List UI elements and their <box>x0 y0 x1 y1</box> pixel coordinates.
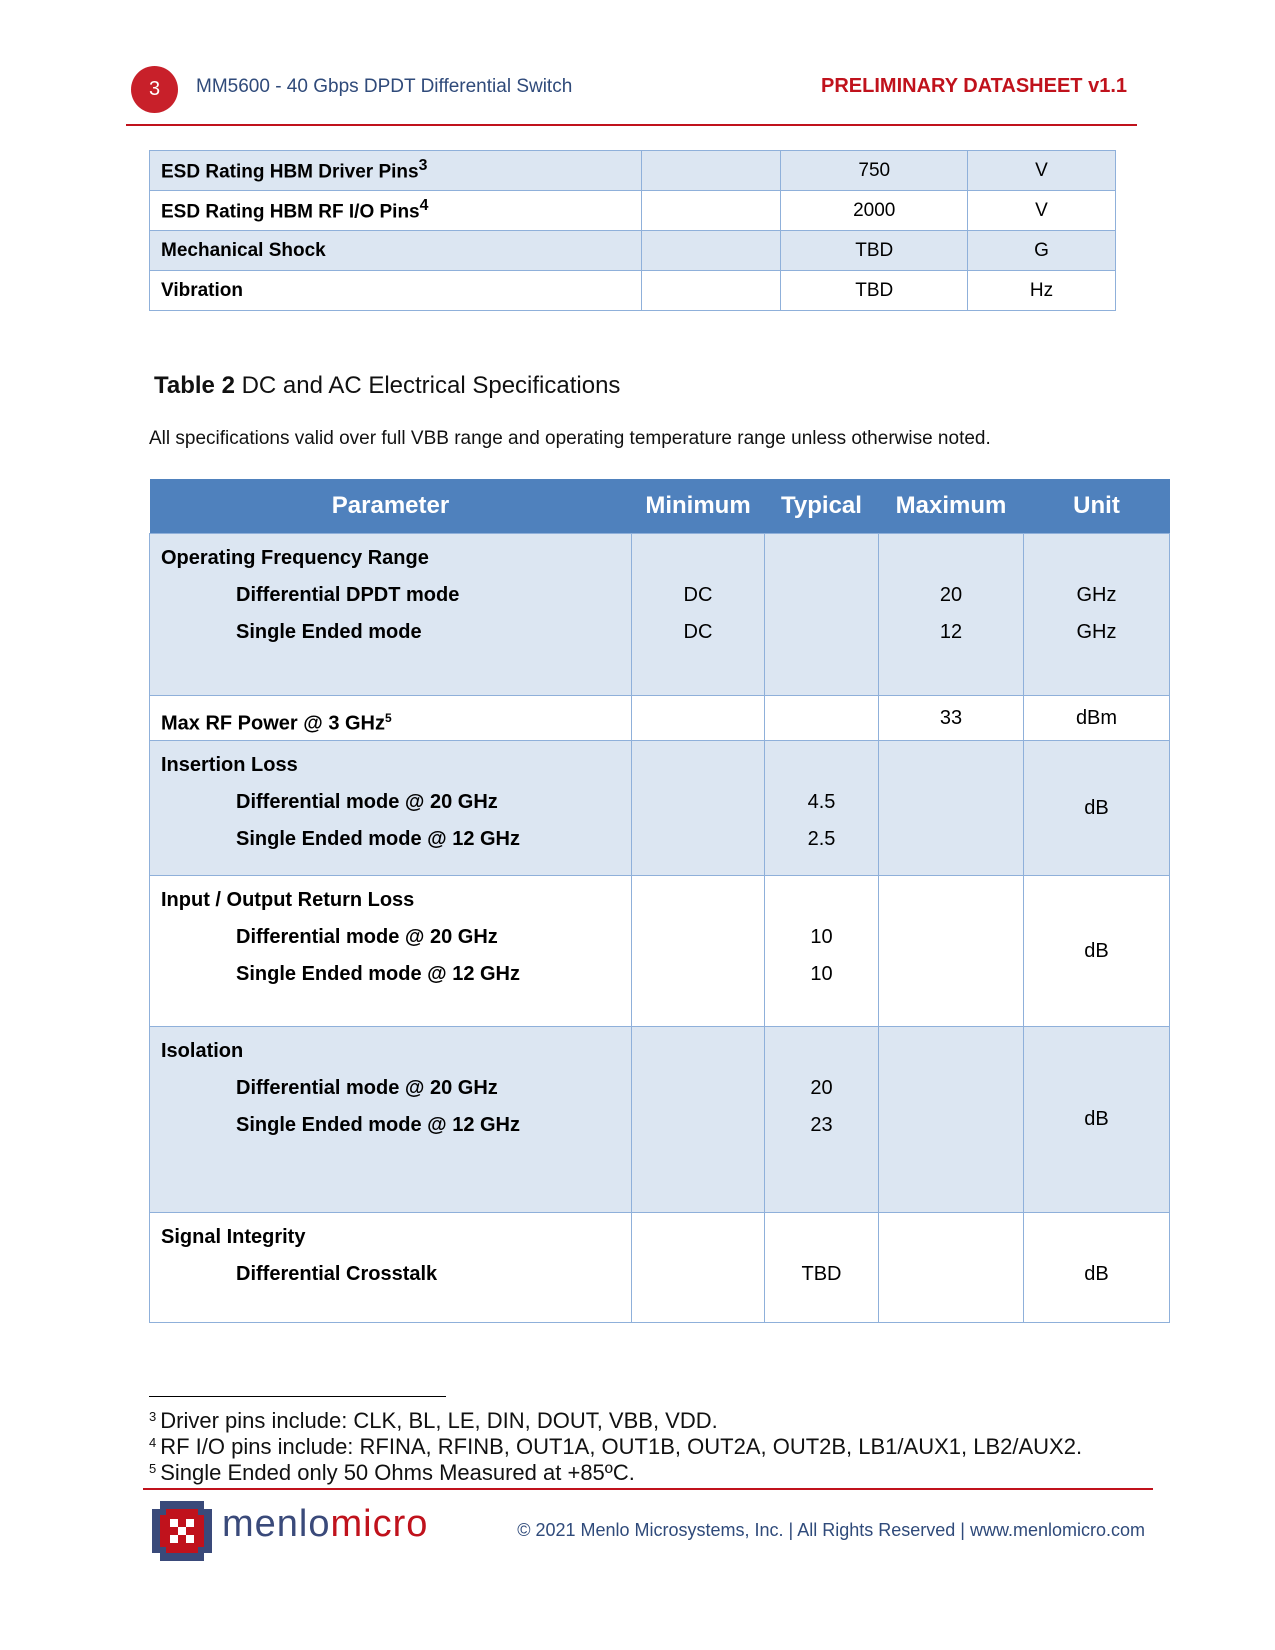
unit-cell: dB <box>1024 741 1170 876</box>
min-cell <box>632 876 765 1027</box>
param-cell: Max RF Power @ 3 GHz$^5$ <box>150 696 632 741</box>
table-row <box>150 1213 1170 1323</box>
header-divider <box>126 124 1137 126</box>
electrical-specs-table <box>149 479 1170 1323</box>
typ-cell <box>765 534 879 696</box>
table-row <box>150 191 1116 231</box>
table-header-row <box>150 479 1170 534</box>
document-title: MM5600 - 40 Gbps DPDT Differential Switch <box>196 76 573 97</box>
unit-cell: dB <box>1024 1027 1170 1213</box>
table-row <box>150 534 1170 696</box>
max-cell: 20 12 <box>879 534 1024 696</box>
typ-cell: 4.5 2.5 <box>765 741 879 876</box>
min-cell <box>632 741 765 876</box>
param-cell: Mechanical Shock <box>150 231 642 271</box>
footer-divider <box>143 1488 1153 1490</box>
min-cell <box>632 1027 765 1213</box>
max-cell: 33 <box>879 696 1024 741</box>
menlo-micro-logo-icon <box>152 1501 212 1561</box>
value-cell: TBD <box>781 231 968 271</box>
header-unit: Unit <box>1024 479 1170 534</box>
param-cell: Input / Output Return Loss Differential mode @ 20 GHz Single Ended mode @ 12 GHz <box>150 876 632 1027</box>
unit-cell: GHz GHz <box>1024 534 1170 696</box>
empty-cell <box>641 271 781 311</box>
datasheet-status: PRELIMINARY DATASHEET v1.1 <box>821 75 1127 97</box>
max-cell <box>879 1213 1024 1323</box>
unit-cell: dB <box>1024 1213 1170 1323</box>
table-row <box>150 231 1116 271</box>
typ-cell: 10 10 <box>765 876 879 1027</box>
footnote: $^4$ RF I/O pins include: RFINA, RFINB, OUT1A, OUT1B, OUT2A, OUT2B, LB1/AUX1, LB2/AUX2. <box>149 1434 1083 1459</box>
page-number-badge: 3 <box>131 66 178 113</box>
header-minimum: Minimum <box>632 479 765 534</box>
empty-cell <box>641 151 781 191</box>
absolute-ratings-table <box>149 150 1116 311</box>
footnote-divider <box>149 1396 446 1397</box>
min-cell: DC DC <box>632 534 765 696</box>
param-cell: Operating Frequency Range Differential DPDT mode Single Ended mode <box>150 534 632 696</box>
param-cell: Vibration <box>150 271 642 311</box>
footnote: $^5$ Single Ended only 50 Ohms Measured at +85ºC. <box>149 1460 635 1485</box>
unit-cell: V <box>967 191 1115 231</box>
min-cell <box>632 696 765 741</box>
param-cell: Isolation Differential mode @ 20 GHz Single Ended mode @ 12 GHz <box>150 1027 632 1213</box>
unit-cell: dB <box>1024 876 1170 1027</box>
param-cell: ESD Rating HBM Driver Pins$^3$ <box>150 151 642 191</box>
footnote: $^3$ Driver pins include: CLK, BL, LE, DIN, DOUT, VBB, VDD. <box>149 1408 718 1433</box>
typ-cell: TBD <box>765 1213 879 1323</box>
unit-cell: V <box>967 151 1115 191</box>
param-cell: Signal Integrity Differential Crosstalk <box>150 1213 632 1323</box>
max-cell <box>879 741 1024 876</box>
param-cell: Insertion Loss Differential mode @ 20 GHz Single Ended mode @ 12 GHz <box>150 741 632 876</box>
table-row <box>150 696 1170 741</box>
header-parameter: Parameter <box>150 479 632 534</box>
value-cell: TBD <box>781 271 968 311</box>
table-row <box>150 271 1116 311</box>
header-maximum: Maximum <box>879 479 1024 534</box>
param-cell: ESD Rating HBM RF I/O Pins$^4$ <box>150 191 642 231</box>
empty-cell <box>641 231 781 271</box>
table-note: All specifications valid over full VBB range and operating temperature range unless otherwise noted. <box>149 428 991 449</box>
header-typical: Typical <box>765 479 879 534</box>
copyright-notice: © 2021 Menlo Microsystems, Inc. | All Rights Reserved | www.menlomicro.com <box>517 1520 1145 1540</box>
table-row <box>150 151 1116 191</box>
unit-cell: Hz <box>967 271 1115 311</box>
max-cell <box>879 876 1024 1027</box>
table-row <box>150 741 1170 876</box>
typ-cell: 20 23 <box>765 1027 879 1213</box>
brand-wordmark: menlomicro <box>222 1503 429 1545</box>
min-cell <box>632 1213 765 1323</box>
empty-cell <box>641 191 781 231</box>
value-cell: 750 <box>781 151 968 191</box>
unit-cell: G <box>967 231 1115 271</box>
value-cell: 2000 <box>781 191 968 231</box>
table-caption: Table 2 DC and AC Electrical Specifications <box>154 372 621 399</box>
unit-cell: dBm <box>1024 696 1170 741</box>
typ-cell <box>765 696 879 741</box>
table-row <box>150 876 1170 1027</box>
max-cell <box>879 1027 1024 1213</box>
table-row <box>150 1027 1170 1213</box>
